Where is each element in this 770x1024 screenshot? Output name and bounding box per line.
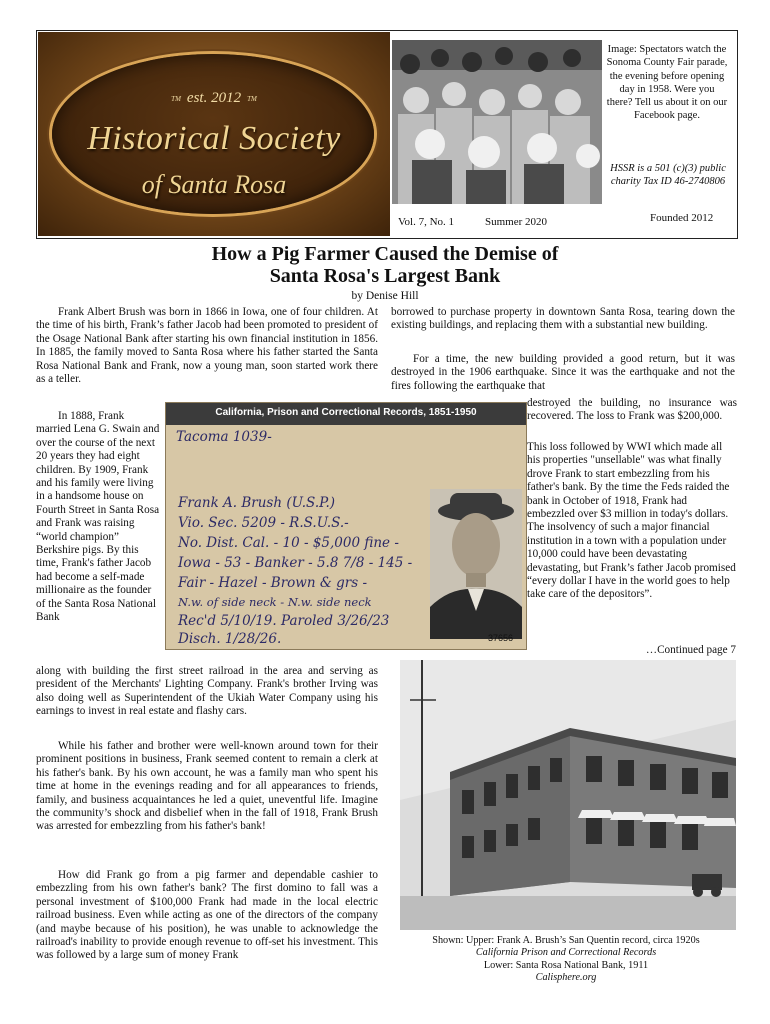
prison-record-card [165,402,527,650]
photo-credits: Shown: Upper: Frank A. Brush’s San Quentin record, circa 1920s California Prison and Correctional Records Lower: Santa Rosa National Bank, 1911 Calisphere.org [432,935,700,984]
record-line: No. Dist. Cal. - 10 - $5,000 fine - [178,535,399,551]
article-headline: How a Pig Farmer Caused the Demise of Santa Rosa's Largest Bank [211,243,559,287]
right-paragraph-1: borrowed to purchase property in downtown Santa Rosa, tearing down the existing buildings, and replacing them with a substantial new building. [391,306,735,332]
paragraph-1: Frank Albert Brush was born in 1866 in Iowa, one of four children. At the time of his birth, Frank’s father Jacob had been promoted to president of the Osage National Bank after starting his own financial institution in 1856. In 1885, the family moved to Santa Rosa where his father started the Santa Rosa National Bank and Frank, now a young man, soon started work there as a teller. [36,306,378,386]
founded-year: Founded 2012 [650,212,714,224]
inmate-number: 37656 [488,633,514,643]
society-logo [38,32,390,236]
record-line: Tacoma 1039- [176,429,272,445]
right-paragraph-4: This loss followed by WWI which made all his properties "unsellable" was what finally drove Frank to start embezzling from his father's bank. By the time the Feds raided the bank in October of 1918, Frank had embezzled over $3 million in today's dollars. The insolvency of such a major financial institution in a town with a population under 10,000 could have been devastating devastating, but Frank’s father Jacob promised “every dollar I have in the world goes to help take care of the depositors”. [527,441,736,601]
paragraph-4: How did Frank go from a pig farmer and dependable cashier to embezzling from his own father's bank? The first domino to fall was a personal investment of $100,000 Frank had made in the local electric railroad business. Even while acting as one of the directors of the company (and maybe because of his position), he was unable to acknowledge the railroad's inability to provide enough revenue to off-set his investment. This was followed by a large sum of money Frank [36,869,378,962]
photo-caption: Image: Spectators watch the Sonoma County Fair parade, the evening before opening day in 1958. Were you there? Tell us about it on our Facebook page. [606,44,728,122]
paragraph-2: In 1888, Frank married Lena G. Swain and over the course of the next 20 years they had eight children. By 1909, Frank and his family were living in a handsome house on Fourth Street in Santa Rosa and Frank was raising “world champion” Berkshire pigs. By this time, Frank's father Jacob had become a self-made millionaire as the founder of the Santa Rosa National Bank [36,410,160,624]
record-title: California, Prison and Correctional Records, 1851-1950 [215,407,477,418]
bank-building-photo [400,660,736,930]
issue-season: Summer 2020 [485,216,548,228]
paragraph-3: While his father and brother were well-known around town for their prominent positions in business, Frank seemed content to remain a clerk at his father's bank. By his own account, he was a family man who spent his time at home in the evenings reading and for all appearances to friends, family, and business acquaintances he led a quiet, uneventful life. Imagine the community’s shock and disbelief when in the fall of 1918, Frank Brush was arrested for embezzling from his father's bank! [36,740,378,833]
logo-title: Historical Society [87,120,341,157]
record-line: N.w. of side neck - N.w. side neck [178,595,372,609]
record-line: Frank A. Brush (U.S.P.) [178,495,336,511]
record-line: Fair - Hazel - Brown & grs - [178,575,368,591]
logo-est: TM est. 2012 TM [171,90,257,106]
right-paragraph-3: destroyed the building, no insurance was recovered. The loss to Frank was $200,000. [527,397,737,423]
parade-spectators-photo [392,40,602,204]
logo-subtitle: of Santa Rosa [141,170,287,199]
continued-note: …Continued page 7 [645,644,736,656]
volume-number: Vol. 7, No. 1 [398,216,455,228]
record-line: Disch. 1/28/26. [178,631,282,647]
paragraph-2-continued: along with building the first street railroad in the area and serving as president of the Merchants' Lighting Company. Frank's brother Irving was also doing well as Superintendent of the Ukiah Water Company using his earnings to invest in real estate and flashy cars. [36,665,378,718]
byline: by Denise Hill [351,290,419,302]
right-paragraph-2: For a time, the new building provided a good return, but it was destroyed in the 1906 earthquake. Since it was the earthquake and not the fires following the earthquake that [391,353,735,392]
record-line: Vio. Sec. 5209 - R.S.U.S.- [178,515,349,531]
record-line: Iowa - 53 - Banker - 5.8 7/8 - 145 - [178,555,413,571]
mugshot-photo [430,489,522,639]
nonprofit-note: HSSR is a 501 (c)(3) public charity Tax ID 46-2740806 [610,163,726,187]
record-line: Rec'd 5/10/19. Paroled 3/26/23 [178,613,390,629]
